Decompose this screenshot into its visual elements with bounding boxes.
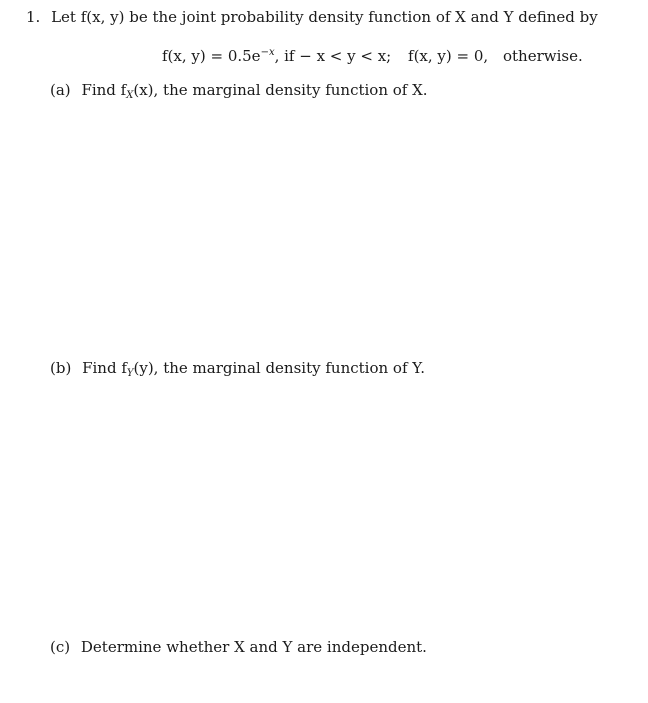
- density-formula: [162, 43, 583, 66]
- part-a-subscript: X: [126, 90, 134, 101]
- problem-intro: Let f(x, y) be the joint probability density function of X and Y defined by: [51, 8, 598, 26]
- part-a-text: Find f: [81, 81, 127, 99]
- part-a: [50, 80, 428, 106]
- density-otherwise-word: otherwise.: [502, 47, 583, 65]
- density-otherwise-expr: f(x, y) = 0,: [408, 47, 489, 65]
- part-a-rest: (x), the marginal density function of X.: [133, 81, 428, 99]
- part-c-label: (c): [50, 638, 71, 656]
- part-b-label: (b): [50, 359, 72, 377]
- density-condition: , if − x < y < x;: [274, 47, 392, 65]
- part-a-label: (a): [50, 81, 71, 99]
- part-b-rest: (y), the marginal density function of Y.: [133, 359, 426, 377]
- problem-number: 1.: [26, 8, 41, 26]
- part-c: [50, 637, 427, 657]
- density-lhs: f(x, y) = 0.5e: [162, 47, 261, 65]
- part-b-text: Find f: [82, 359, 127, 377]
- part-b: [50, 358, 425, 384]
- part-c-text: Determine whether X and Y are independent.: [80, 638, 427, 656]
- density-exponent: −x: [260, 47, 275, 58]
- problem-statement: [26, 7, 598, 27]
- part-b-subscript: Y: [126, 368, 134, 379]
